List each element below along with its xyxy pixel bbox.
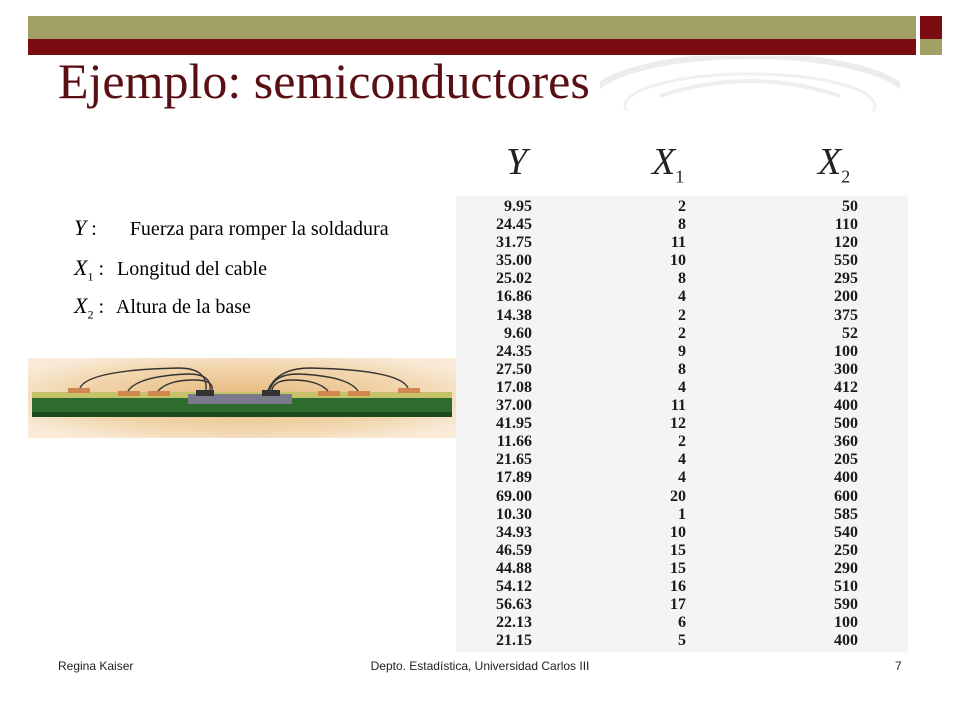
table-row [456, 596, 906, 614]
table-cell: 8 [678, 216, 686, 234]
table-row [456, 469, 906, 487]
table-cell: 6 [678, 614, 686, 632]
variable-symbol: Y [74, 215, 87, 240]
footer-department: Depto. Estadística, Universidad Carlos III [370, 659, 590, 673]
table-body [456, 198, 906, 650]
variable-symbol: $X_1$ [74, 255, 94, 284]
table-cell: 540 [834, 523, 858, 541]
watermark-seal [600, 56, 900, 111]
table-cell: 585 [834, 505, 858, 523]
table-cell: 8 [678, 360, 686, 378]
table-cell: 10 [670, 523, 686, 541]
column-header: Y [506, 141, 528, 183]
table-cell: 15 [670, 559, 686, 577]
table-row [456, 614, 906, 632]
table-cell: 375 [834, 306, 858, 324]
table-cell: 360 [834, 433, 858, 451]
table-cell: 100 [834, 342, 858, 360]
table-row [456, 632, 906, 650]
table-cell: 4 [678, 469, 686, 487]
table-cell: 400 [834, 397, 858, 415]
table-cell: 550 [834, 252, 858, 270]
table-cell: 31.75 [496, 234, 532, 252]
footer-author: Regina Kaiser [58, 659, 134, 673]
table-cell: 17 [670, 596, 686, 614]
table-row [456, 307, 906, 325]
table-cell: 11.66 [496, 433, 532, 451]
table-cell: 510 [834, 577, 858, 595]
table-cell: 2 [678, 324, 686, 342]
table-row [456, 216, 906, 234]
table-cell: 54.12 [496, 577, 532, 595]
variable-description: Fuerza para romper la soldadura [129, 218, 389, 240]
table-cell: 17.89 [496, 469, 532, 487]
table-row [456, 488, 906, 506]
table-cell: 34.93 [496, 523, 532, 541]
data-table [456, 120, 906, 650]
table-cell: 9.95 [504, 198, 532, 215]
table-row [456, 397, 906, 415]
table-cell: 56.63 [496, 596, 532, 614]
table-cell: 35.00 [496, 252, 532, 270]
table-row [456, 415, 906, 433]
header-bar-olive [28, 16, 916, 39]
table-row [456, 578, 906, 596]
table-cell: 25.02 [496, 270, 532, 288]
table-cell: 15 [670, 541, 686, 559]
table-cell: 27.50 [496, 360, 532, 378]
table-cell: 4 [678, 451, 686, 469]
table-row [456, 234, 906, 252]
table-cell: 41.95 [496, 415, 532, 433]
slide-title: Ejemplo: semiconductores [58, 53, 590, 109]
table-cell: 100 [834, 614, 858, 632]
table-row [456, 198, 906, 216]
variable-symbol: $X_2$ [74, 293, 94, 322]
table-cell: 120 [834, 234, 858, 252]
table-cell: 2 [678, 198, 686, 215]
column-header: $X_1$ [652, 141, 685, 187]
table-cell: 17.08 [496, 378, 532, 396]
table-cell: 21.15 [496, 632, 532, 650]
table-cell: 52 [842, 324, 858, 342]
table-cell: 4 [678, 378, 686, 396]
table-cell: 5 [678, 632, 686, 650]
definition-row: Y : Fuerza para romper la soldadura [74, 215, 389, 240]
table-cell: 11 [670, 397, 686, 415]
table-row [456, 433, 906, 451]
table-cell: 21.65 [496, 451, 532, 469]
table-row [456, 343, 906, 361]
table-cell: 2 [678, 306, 686, 324]
table-cell: 1 [678, 505, 686, 523]
table-cell: 205 [834, 451, 858, 469]
table-row [456, 270, 906, 288]
table-cell: 24.35 [496, 342, 532, 360]
table-cell: 400 [834, 469, 858, 487]
table-cell: 295 [834, 270, 858, 288]
table-cell: 300 [834, 360, 858, 378]
table-cell: 16 [670, 577, 686, 595]
table-cell: 37.00 [496, 397, 532, 415]
table-cell: 250 [834, 541, 858, 559]
table-row [456, 506, 906, 524]
table-row [456, 379, 906, 397]
table-cell: 20 [670, 487, 686, 505]
table-row [456, 542, 906, 560]
table-cell: 8 [678, 270, 686, 288]
table-cell: 4 [678, 288, 686, 306]
table-cell: 44.88 [496, 559, 532, 577]
table-row [456, 451, 906, 469]
footer-page-number: 7 [895, 659, 902, 673]
table-cell: 9.60 [504, 324, 532, 342]
variable-description: Longitud del cable [117, 258, 267, 280]
header-corner-maroon [920, 16, 942, 39]
definition-row: $X_1$ : Longitud del cable [74, 255, 267, 284]
table-cell: 24.45 [496, 216, 532, 234]
table-row [456, 288, 906, 306]
table-cell: 10.30 [496, 505, 532, 523]
table-row [456, 524, 906, 542]
table-header [456, 140, 906, 200]
table-row [456, 252, 906, 270]
table-cell: 400 [834, 632, 858, 650]
table-cell: 46.59 [496, 541, 532, 559]
table-cell: 200 [834, 288, 858, 306]
table-cell: 500 [834, 415, 858, 433]
semiconductor-illustration [28, 358, 456, 438]
table-cell: 11 [670, 234, 686, 252]
table-cell: 10 [670, 252, 686, 270]
table-row [456, 560, 906, 578]
table-cell: 50 [842, 198, 858, 215]
table-cell: 600 [834, 487, 858, 505]
table-cell: 2 [678, 433, 686, 451]
variable-definitions [74, 215, 454, 331]
table-cell: 412 [834, 378, 858, 396]
definition-row: $X_2$ : Altura de la base [74, 293, 251, 322]
table-cell: 9 [678, 342, 686, 360]
table-cell: 16.86 [496, 288, 532, 306]
column-header: $X_2$ [818, 141, 851, 187]
variable-description: Altura de la base [115, 296, 251, 318]
table-row [456, 361, 906, 379]
table-cell: 22.13 [496, 614, 532, 632]
table-cell: 69.00 [496, 487, 532, 505]
table-cell: 290 [834, 559, 858, 577]
table-cell: 110 [834, 216, 858, 234]
table-cell: 14.38 [496, 306, 532, 324]
table-cell: 12 [670, 415, 686, 433]
header-corner-olive [920, 39, 942, 55]
table-cell: 590 [834, 596, 858, 614]
table-row [456, 325, 906, 343]
